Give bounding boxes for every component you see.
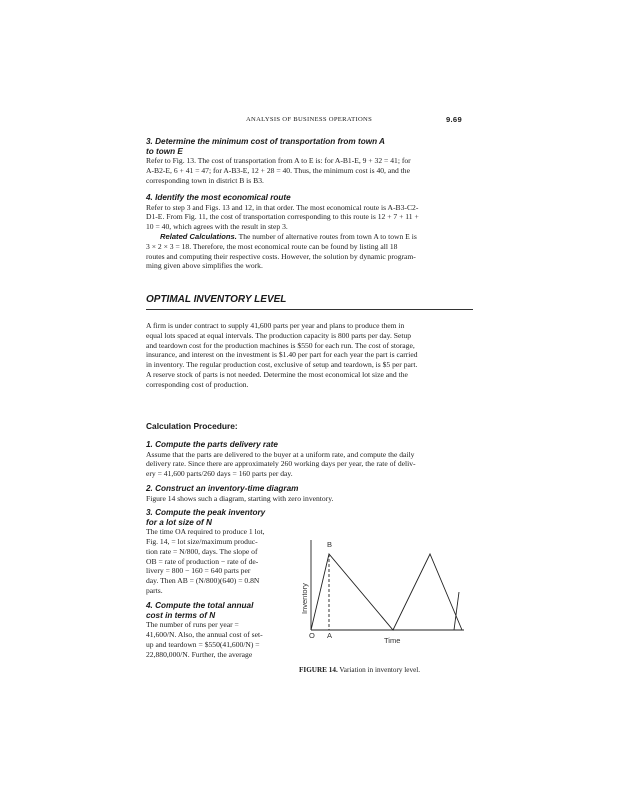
text-line: routes and computing their respective costs. However, the solution by dynamic program- (146, 251, 416, 261)
text-line: delivery rate. Since there are approximately 260 working days per year, the rate of deliv- (146, 459, 416, 469)
text-line: Refer to Fig. 13. The cost of transportation from A to E is: for A-B1-E, 9 + 32 = 41; for (146, 156, 411, 166)
text-line: Fig. 14, = lot size/maximum produc- (146, 536, 258, 546)
figure-caption (299, 666, 420, 674)
text-line: The number of runs per year = (146, 620, 239, 630)
section-rule (146, 309, 473, 310)
text-line: ming given above simplifies the work. (146, 261, 263, 271)
step-4-economical-route-heading: 4. Identify the most economical route (146, 193, 291, 202)
inventory-partial-rise (454, 592, 459, 630)
step-2-diagram (146, 484, 473, 503)
running-head-title: ANALYSIS OF BUSINESS OPERATIONS (246, 116, 373, 123)
text-line: tion rate = N/800, days. The slope of (146, 546, 258, 556)
text-line: parts. (146, 585, 163, 595)
step-4-heading-2: cost in terms of N (146, 610, 216, 620)
text-line: equal lots spaced at equal intervals. The production capacity is 800 parts per day. Setup (146, 330, 412, 340)
step-4-heading-1: 4. Compute the total annual (146, 601, 254, 610)
step-3-heading-1: 3. Compute the peak inventory (146, 508, 266, 517)
text-line: insurance, and interest on the investment is $1.40 per part for each year the part is carried (146, 350, 418, 360)
step-3-min-cost-heading-1: 3. Determine the minimum cost of transportation from town A (146, 137, 385, 146)
text-line: and teardown cost for the production machines is $550 for each run. The cost of storage, (146, 340, 415, 350)
point-a-label: A (327, 631, 333, 640)
point-o-label: O (309, 631, 315, 640)
inventory-time-diagram (296, 530, 476, 654)
step-1-delivery-rate (146, 440, 473, 479)
text-line: in inventory. The regular production cost, exclusive of setup and teardown, is $5 per part. (146, 360, 418, 370)
step-3-peak-inventory (146, 508, 293, 596)
step-3-min-cost (146, 137, 473, 186)
page-number: 9.69 (446, 115, 462, 124)
text-line: A reserve stock of parts is not needed. Determine the most economical lot size and the (146, 369, 408, 379)
related-calculations-line (146, 232, 473, 242)
text-line: A-B2-E, 6 + 41 = 47; for A-B3-E, 12 + 28 = 40. Thus, the minimum cost is 40, and the (146, 165, 410, 175)
text-line: ery = 41,600 parts/260 days = 160 parts per day. (146, 469, 293, 479)
text-line: 22,880,000/N. Further, the average (146, 649, 253, 659)
text-line: day. Then AB = (N/800)(640) = 0.8N (146, 576, 260, 586)
calculation-procedure-heading: Calculation Procedure: (146, 421, 238, 431)
text-line: Refer to step 3 and Figs. 13 and 12, in that order. The most economical route is A-B3-C2- (146, 202, 419, 212)
step-3-min-cost-heading-2: to town E (146, 146, 183, 156)
y-axis-label: Inventory (300, 583, 309, 614)
step-2-heading: 2. Construct an inventory-time diagram (146, 484, 299, 493)
inventory-sawtooth (311, 554, 462, 630)
problem-statement (146, 321, 473, 390)
text-line: Figure 14 shows such a diagram, starting with zero inventory. (146, 493, 334, 503)
step-4-economical-route (146, 193, 473, 271)
text-line: up and teardown = $550(41,600/N) = (146, 639, 260, 649)
text-line: D1-E. From Fig. 11, the cost of transportation corresponding to this route is 12 + 7 + 11 + (146, 212, 419, 222)
figure-caption-label: FIGURE 14. (299, 666, 338, 674)
text-line: OB = rate of production − rate of de- (146, 556, 259, 566)
text-line: Assume that the parts are delivered to the buyer at a uniform rate, and compute the daily (146, 449, 415, 459)
text-line: A firm is under contract to supply 41,600 parts per year and plans to produce them in (146, 321, 405, 330)
step-1-heading: 1. Compute the parts delivery rate (146, 440, 278, 449)
x-axis-label: Time (384, 636, 401, 645)
step-3-heading-2: for a lot size of N (146, 517, 212, 527)
text-line: 10 = 40, which agrees with the result in step 3. (146, 222, 288, 232)
related-calculations-text: The number of alternative routes from town A to town E is (236, 231, 417, 241)
text-line: 41,600/N. Also, the annual cost of set- (146, 629, 263, 639)
related-calculations-label: Related Calculations. (160, 231, 237, 241)
section-title: OPTIMAL INVENTORY LEVEL (146, 294, 287, 305)
text-line: The time OA required to produce 1 lot, (146, 527, 265, 537)
figure-caption-text: Variation in inventory level. (337, 666, 421, 674)
step-4-annual-cost (146, 601, 293, 659)
text-line: 3 × 2 × 3 = 18. Therefore, the most economical route can be found by listing all 18 (146, 241, 398, 251)
text-line: livery = 800 − 160 = 640 parts per (146, 566, 251, 576)
point-b-label: B (327, 540, 333, 549)
text-line: corresponding town in district B is B3. (146, 175, 264, 185)
text-line: corresponding cost of production. (146, 379, 249, 389)
